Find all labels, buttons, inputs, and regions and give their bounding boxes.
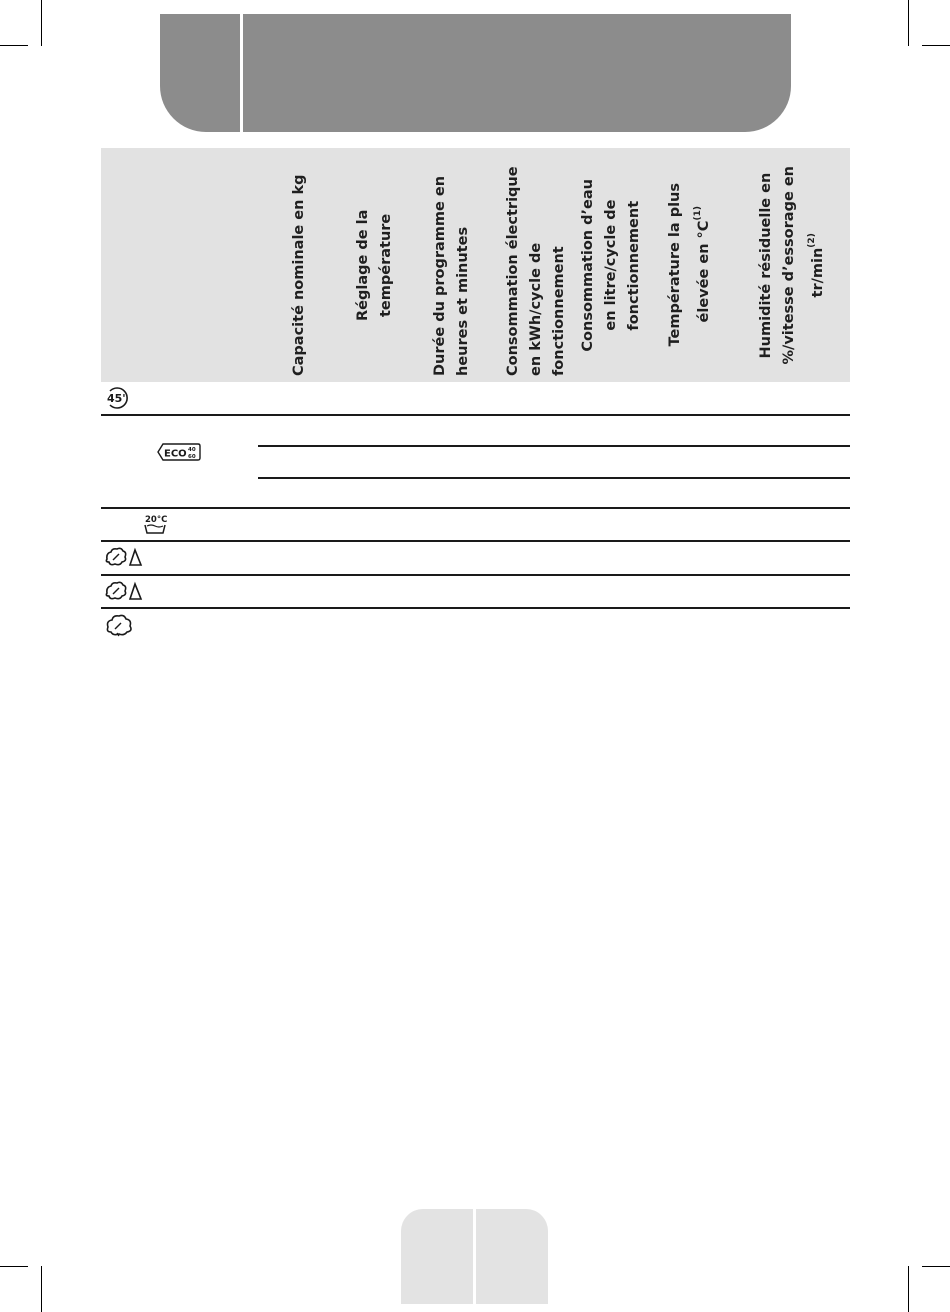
header-capacite: Capacité nominale en kg	[290, 174, 307, 376]
cotton-mix-icon	[104, 546, 144, 572]
footnote-1: (1)	[693, 206, 704, 222]
header-tab-divider	[240, 14, 243, 132]
crop-mark	[922, 45, 950, 46]
header-electricite: Consommation électrique en kWh/cycle de fonctionnement	[504, 166, 567, 376]
header-temp-max: Température la plus élevée en $^\circ C^{(1)}$	[667, 183, 712, 347]
row-divider	[258, 477, 850, 479]
crop-mark	[0, 45, 28, 46]
svg-text:20°C: 20°C	[145, 515, 167, 525]
svg-text:45': 45'	[107, 392, 126, 405]
row-divider	[101, 414, 850, 416]
cotton-icon	[104, 613, 136, 641]
crop-mark	[41, 0, 42, 46]
crop-mark	[922, 1266, 950, 1267]
header-temperature: Réglage de la température	[355, 209, 394, 321]
svg-text:60: 60	[188, 454, 196, 460]
row-divider	[101, 607, 850, 609]
page-tab-divider	[473, 1209, 476, 1304]
row-divider	[101, 574, 850, 576]
footnote-2: (2)	[806, 232, 817, 248]
row-divider	[258, 445, 850, 447]
crop-mark	[41, 1266, 42, 1312]
header-tab	[160, 14, 791, 132]
crop-mark	[0, 1266, 28, 1267]
header-duree: Durée du programme en heures et minutes	[432, 175, 471, 376]
cotton-mix-icon	[104, 580, 144, 606]
svg-text:ECO: ECO	[164, 448, 187, 460]
row-divider	[101, 540, 850, 542]
wash-20c-icon	[143, 513, 167, 539]
header-humidite: Humidité résiduelle en %/vitesse d’essorage en $tr/\min^{(2)}$	[757, 165, 826, 365]
crop-mark	[908, 0, 909, 46]
crop-mark	[908, 1266, 909, 1312]
header-eau: Consommation d’eau en litre/cycle de fonctionnement	[579, 178, 642, 352]
quick-45-icon	[105, 386, 131, 414]
svg-text:40: 40	[188, 447, 196, 453]
eco-40-60-icon	[157, 443, 201, 465]
row-divider	[101, 507, 850, 509]
